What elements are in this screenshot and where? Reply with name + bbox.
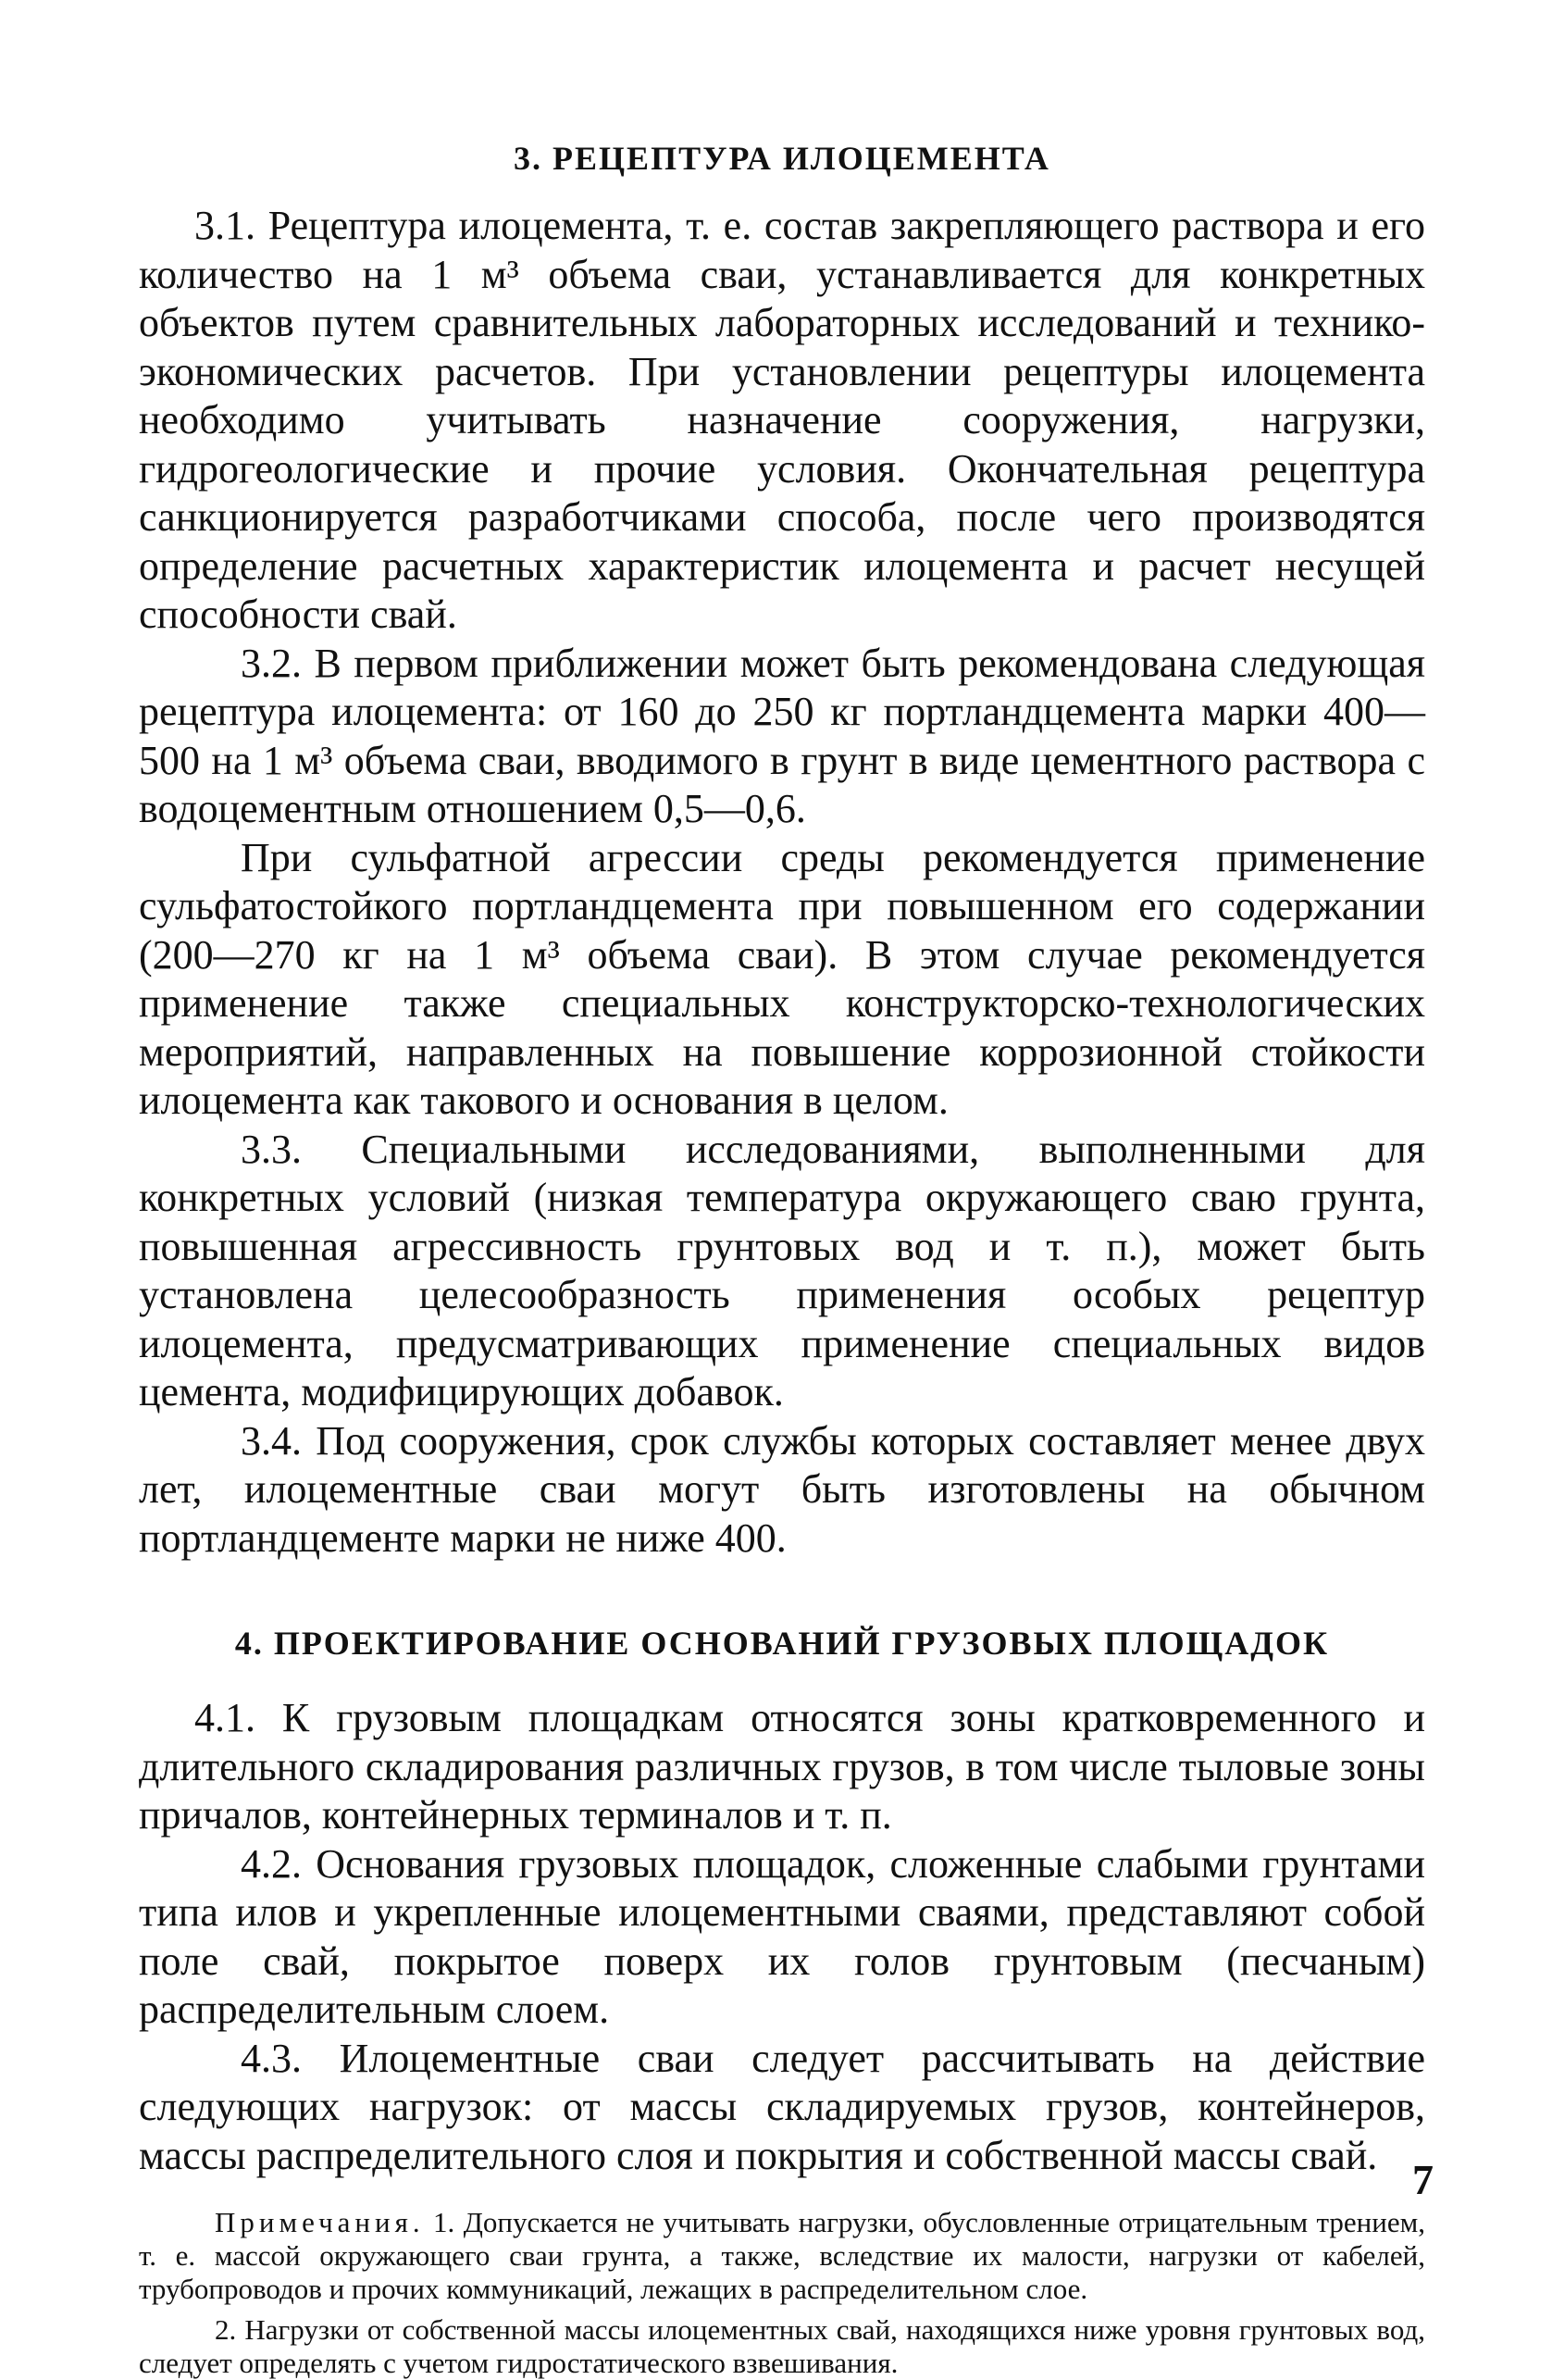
- notes-label: Примечания.: [215, 2206, 425, 2238]
- paragraph-4-2: 4.2. Основания грузовых площадок, сложенные слабыми грунтами типа илов и укрепленные илоцементными сваями, представляют собой поле свай, покрытое поверх их голов грунтовым (песчаным) распределительным слоем.: [139, 1840, 1425, 2032]
- paragraph-3-2: 3.2. В первом приближении может быть рекомендована следующая рецептура илоцемента: от 160 до 250 кг портландцемента марки 400—500 на 1 м³ объема сваи, вводимого в грунт в виде цементного раствора с водоцементным отношением 0,5—0,6.: [139, 640, 1425, 831]
- paragraph-3-3: 3.3. Специальными исследованиями, выполненными для конкретных условий (низкая температура окружающего сваю грунта, повышенная агрессивность грунтовых вод и т. п.), может быть установлена целесообразность применения особых рецептур илоцемента, предусматривающих применение специальных видов цемента, модифицирующих добавок.: [139, 1126, 1425, 1414]
- section-3-heading: 3. РЕЦЕПТУРА ИЛОЦЕМЕНТА: [514, 140, 1050, 177]
- paragraph-3-4: 3.4. Под сооружения, срок службы которых составляет менее двух лет, илоцементные сваи могут быть изготовлены на обычном портландцементе марки не ниже 400.: [139, 1417, 1425, 1561]
- paragraph-sulfate: При сульфатной агрессии среды рекомендуется применение сульфатостойкого портландцемента при повышенном его содержании (200—270 кг на 1 м³ объема сваи). В этом случае рекомендуется применение также специальных конструкторско-технологических мероприятий, направленных на повышение коррозионной стойкости илоцемента как такового и основания в целом.: [139, 834, 1425, 1123]
- page-content: [139, 139, 1425, 2380]
- note-1-text: 1. Допускается не учитывать нагрузки, обусловленные отрицательным трением, т. е. массой окружающего сваи грунта, а также, вследствие их малости, нагрузки от кабелей, трубопроводов и прочих коммуникаций, лежащих в распределительном слое.: [139, 2206, 1425, 2305]
- note-1: [139, 2206, 1425, 2306]
- paragraph-4-3: 4.3. Илоцементные сваи следует рассчитывать на действие следующих нагрузок: от массы складируемых грузов, контейнеров, массы распределительного слоя и покрытия и собственной массы свай.: [139, 2035, 1425, 2178]
- paragraph-3-1: 3.1. Рецептура илоцемента, т. е. состав закрепляющего раствора и его количество на 1 м³ объема сваи, устанавливается для конкретных объектов путем сравнительных лабораторных исследований и технико-экономических расчетов. При установлении рецептуры илоцемента необходимо учитывать назначение сооружения, нагрузки, гидрогеологические и прочие условия. Окончательная рецептура санкционируется разработчиками способа, после чего производятся определение расчетных характеристик илоцемента и расчет несущей способности свай.: [139, 203, 1425, 637]
- notes-block: [139, 2206, 1425, 2380]
- note-2: 2. Нагрузки от собственной массы илоцементных свай, находящихся ниже уровня грунтовых вод, следует определять с учетом гидростатического взвешивания.: [139, 2313, 1425, 2379]
- section-4-heading: 4. ПРОЕКТИРОВАНИЕ ОСНОВАНИЙ ГРУЗОВЫХ ПЛОЩАДОК: [234, 1625, 1330, 1662]
- page-number: 7: [1412, 2156, 1434, 2203]
- paragraph-4-1: 4.1. К грузовым площадкам относятся зоны кратковременного и длительного складирования различных грузов, в том числе тыловые зоны причалов, контейнерных терминалов и т. п.: [139, 1695, 1425, 1838]
